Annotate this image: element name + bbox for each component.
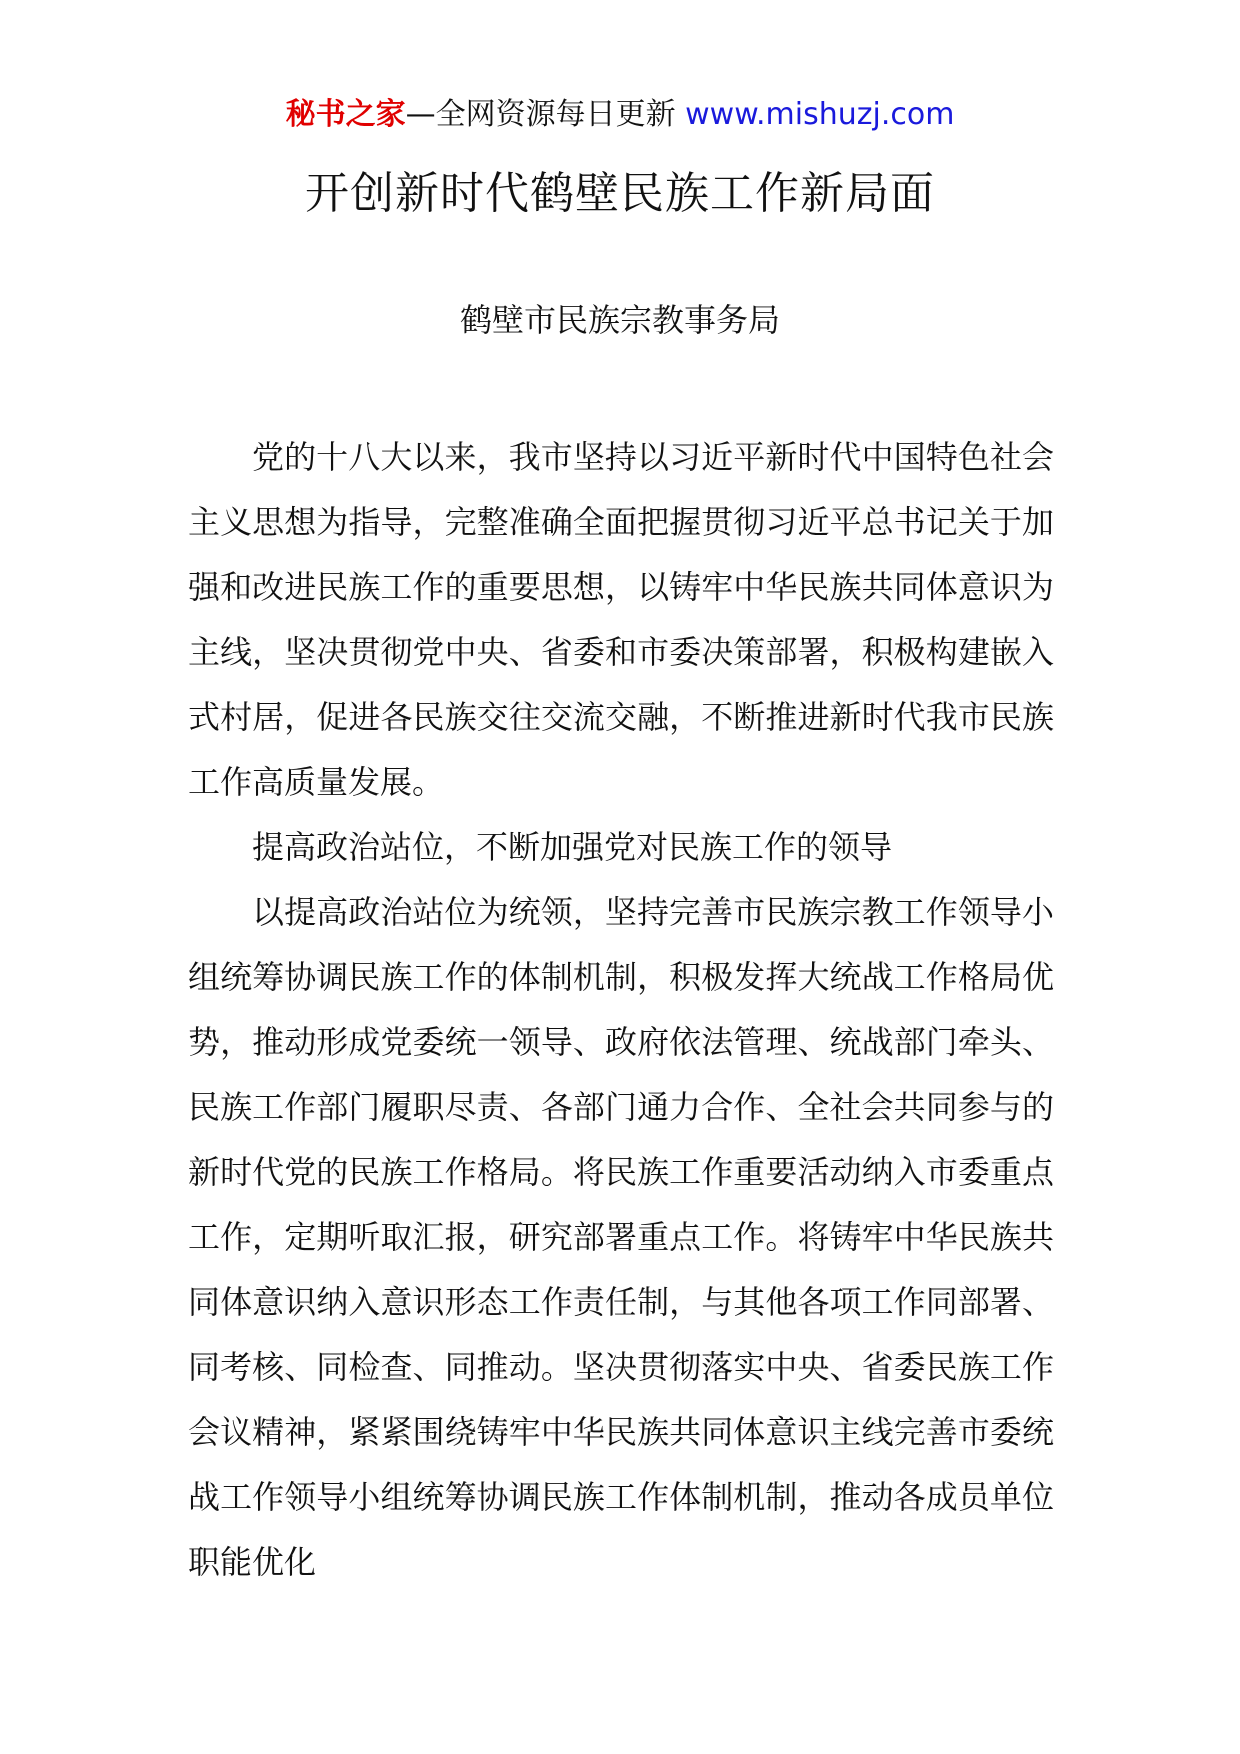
section-heading: 提高政治站位，不断加强党对民族工作的领导 xyxy=(252,828,893,866)
document-body xyxy=(188,425,1054,1595)
body-paragraph: 以提高政治站位为统领，坚持完善市民族宗教工作领导小组统筹协调民族工作的体制机制，积极发挥大统战工作格局优势，推动形成党委统一领导、政府依法管理、统战部门牵头、民族工作部门履职尽责、各部门通力合作、全社会共同参与的新时代党的民族工作格局。将民族工作重要活动纳入市委重点工作，定期听取汇报，研究部署重点工作。将铸牢中华民族共同体意识纳入意识形态工作责任制，与其他各项工作同部署、同考核、同检查、同推动。坚决贯彻落实中央、省委民族工作会议精神，紧紧围绕铸牢中华民族共同体意识主线完善市委统战工作领导小组统筹协调民族工作体制机制，推动各成员单位职能优化 xyxy=(188,893,1054,1581)
document-title: 开创新时代鹤壁民族工作新局面 xyxy=(305,168,935,219)
banner-url-link[interactable]: www.mishuzj.com xyxy=(685,97,955,132)
banner-tagline: —全网资源每日更新 xyxy=(405,97,676,132)
site-banner xyxy=(0,95,1240,135)
banner-brand: 秘书之家 xyxy=(285,97,406,132)
body-paragraph: 党的十八大以来，我市坚持以习近平新时代中国特色社会主义思想为指导，完整准确全面把握贯彻习近平总书记关于加强和改进民族工作的重要思想，以铸牢中华民族共同体意识为主线，坚决贯彻党中央、省委和市委决策部署，积极构建嵌入式村居，促进各民族交往交流交融，不断推进新时代我市民族工作高质量发展。 xyxy=(188,438,1054,801)
document-author: 鹤壁市民族宗教事务局 xyxy=(459,301,780,339)
